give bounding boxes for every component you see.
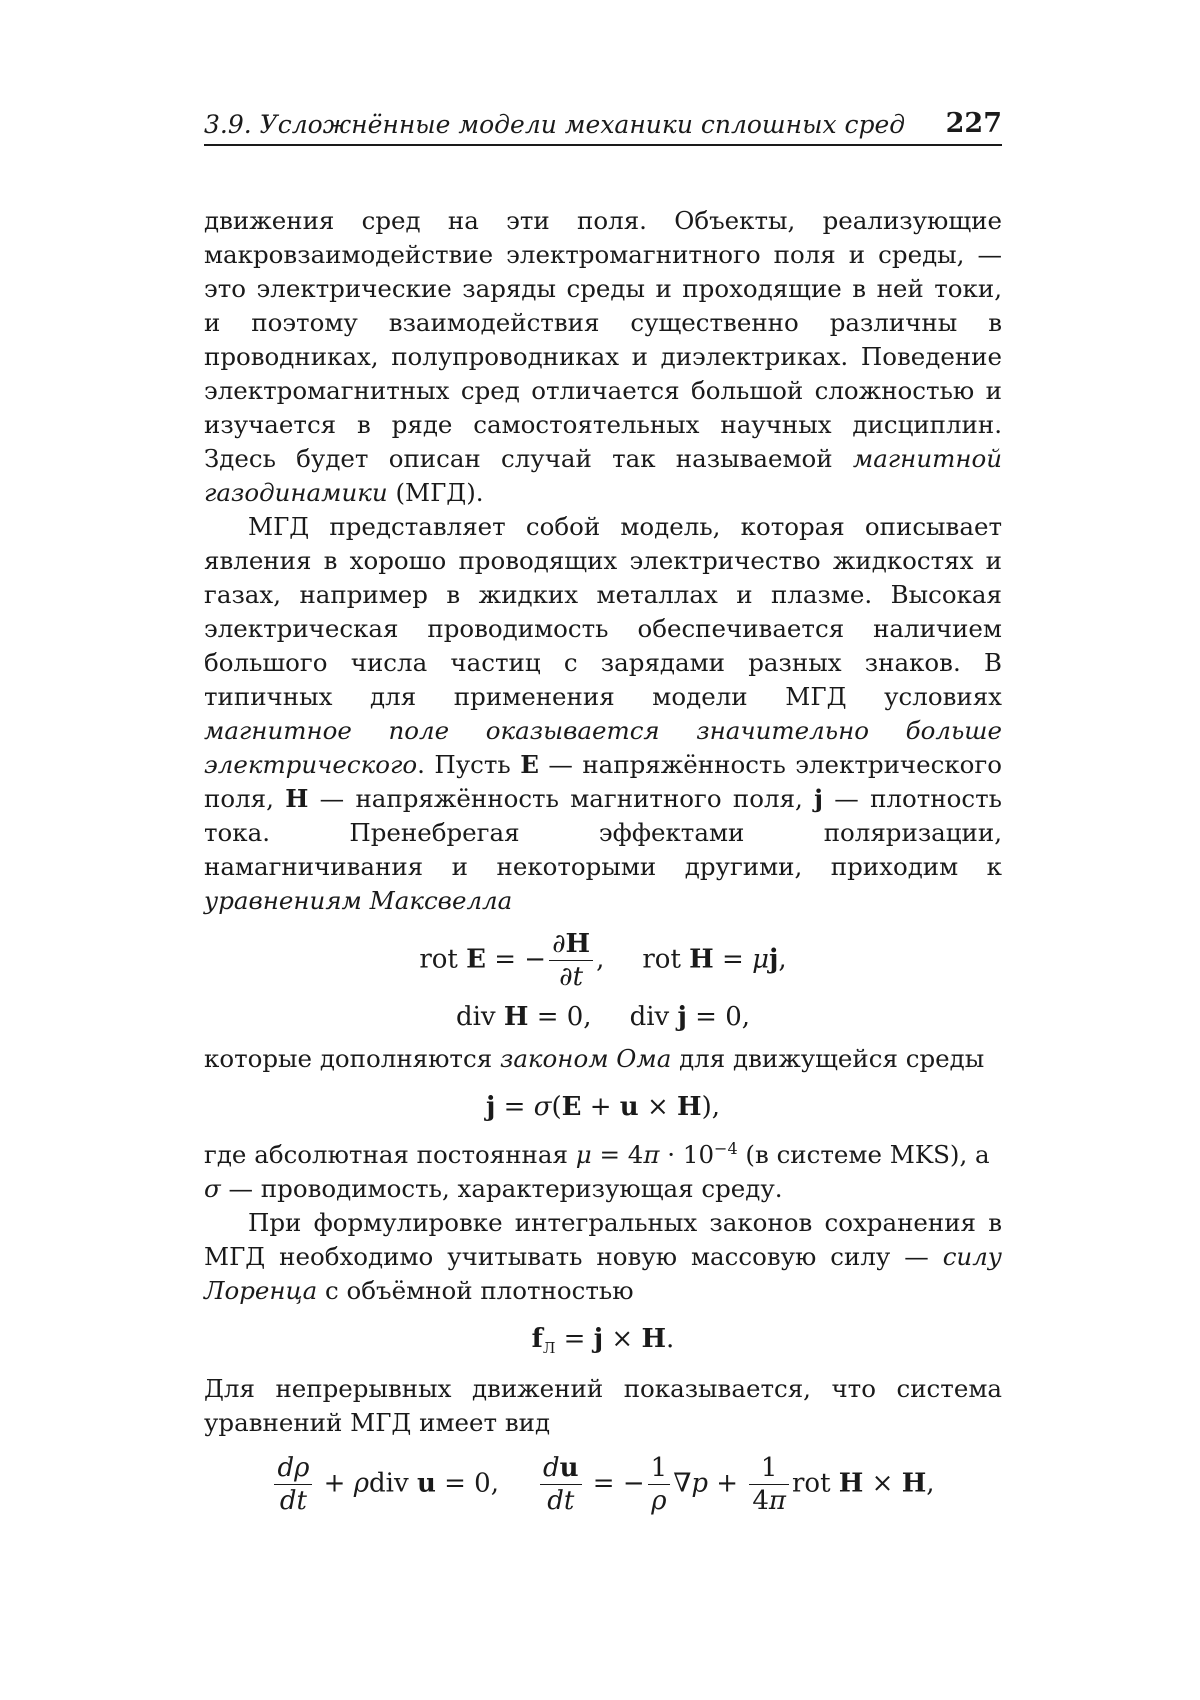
paragraph-text: При формулировке интегральных законов сохранения в МГД необходимо учитывать новую массовую силу — — [204, 1208, 1002, 1271]
fraction: $\frac{1}{\rho}$ — [648, 1452, 671, 1517]
symbol-H: H — [285, 784, 309, 813]
running-header — [204, 108, 1002, 146]
paragraph-text: движения сред на эти поля. Объекты, реализующие макровзаимодействие электромагнитного поля и среды, — это электрические заряды среды и проходящие в ней токи, и поэтому взаимодействия существенно различны в проводниках, полупроводниках и диэлектриках. Поведение электромагнитных сред отличается большой сложностью и изучается в ряде самостоятельных научных дисциплин. Здесь будет описан случай так называемой — [204, 206, 1002, 473]
paragraph-text: — напряжённость магнитного поля, — [308, 784, 815, 813]
emphasis: силу Лоренца — [204, 1242, 1002, 1305]
paragraph-text: — напряжённость электрического поля, — [204, 750, 1002, 813]
paragraph-text: где абсолютная постоянная — [204, 1140, 576, 1169]
paragraph-text: . Пусть — [417, 750, 521, 779]
paragraph-6 — [204, 1372, 1002, 1440]
paragraph-1 — [204, 204, 1002, 510]
paragraph-text: которые дополняются — [204, 1044, 500, 1073]
fraction: $\frac{1}{4\pi}$ — [749, 1452, 789, 1517]
symbol-j: j — [814, 784, 823, 813]
emphasis: магнитное поле оказывается значительно больше электрического — [204, 716, 1002, 779]
paragraph-text: МГД представляет собой модель, которая описывает явления в хорошо проводящих электричество жидкостях и газах, например в жидких металлах и плазме. Высокая электрическая проводимость обеспечивается наличием большого числа частиц с зарядами разных знаков. В типичных для применения модели МГД условиях — [204, 512, 1002, 711]
fraction: $\frac{\partial H}{\partial t}$ — [549, 928, 593, 993]
equation-maxwell-rot: rot E = − $\frac{\partial H}{\partial t}$ , rot H = μj, — [419, 929, 787, 992]
paragraph-4 — [204, 1138, 1002, 1206]
paragraph-text: (в системе MKS), а — [737, 1140, 990, 1169]
equation-mgd-system: $\frac{d\rho}{dt}$ + ρdiv u = 0, $\frac{du}{dt}$ = − $\frac{1}{\rho}$ ∇p + $\frac{1}{4\pi}$ rot H × H, — [204, 1452, 1002, 1522]
equation-ohm-law: j = σ(E + u × H), — [485, 1092, 721, 1122]
emphasis: магнитной газодинамики — [204, 444, 1002, 507]
emphasis: уравнениям Максвелла — [204, 886, 513, 915]
emphasis: законом Ома — [499, 1044, 672, 1073]
paragraph-text: для движущейся среды — [671, 1044, 985, 1073]
body-text — [204, 204, 1002, 1522]
page-number: 227 — [945, 108, 1002, 139]
fraction: $\frac{du}{dt}$ — [540, 1452, 582, 1517]
paragraph-3 — [204, 1042, 1002, 1076]
inline-math-sigma: σ — [204, 1174, 221, 1203]
paragraph-2 — [204, 510, 1002, 918]
symbol-E: E — [520, 750, 539, 779]
paragraph-text: — плотность тока. Пренебрегая эффектами поляризации, намагничивания и некоторыми другими, приходим к — [204, 784, 1003, 881]
paragraph-5 — [204, 1206, 1002, 1308]
section-title: 3.9. Усложнённые модели механики сплошных сред — [204, 110, 906, 139]
paragraph-text: с объёмной плотностью — [317, 1276, 634, 1305]
paragraph-text: — проводимость, характеризующая среду. — [220, 1174, 783, 1203]
equation-maxwell-div: div H = 0, div j = 0, — [455, 1002, 751, 1032]
equation-lorentz-force: $f_Л = j \times H$. — [531, 1324, 675, 1358]
fraction: $\frac{d\rho}{dt}$ — [274, 1452, 312, 1517]
inline-math-mu: $\mu = 4\pi \cdot 10^{-4}$ — [575, 1138, 738, 1169]
paragraph-text: Для непрерывных движений показывается, что система уравнений МГД имеет вид — [204, 1374, 1002, 1437]
paragraph-text: (МГД). — [387, 478, 484, 507]
